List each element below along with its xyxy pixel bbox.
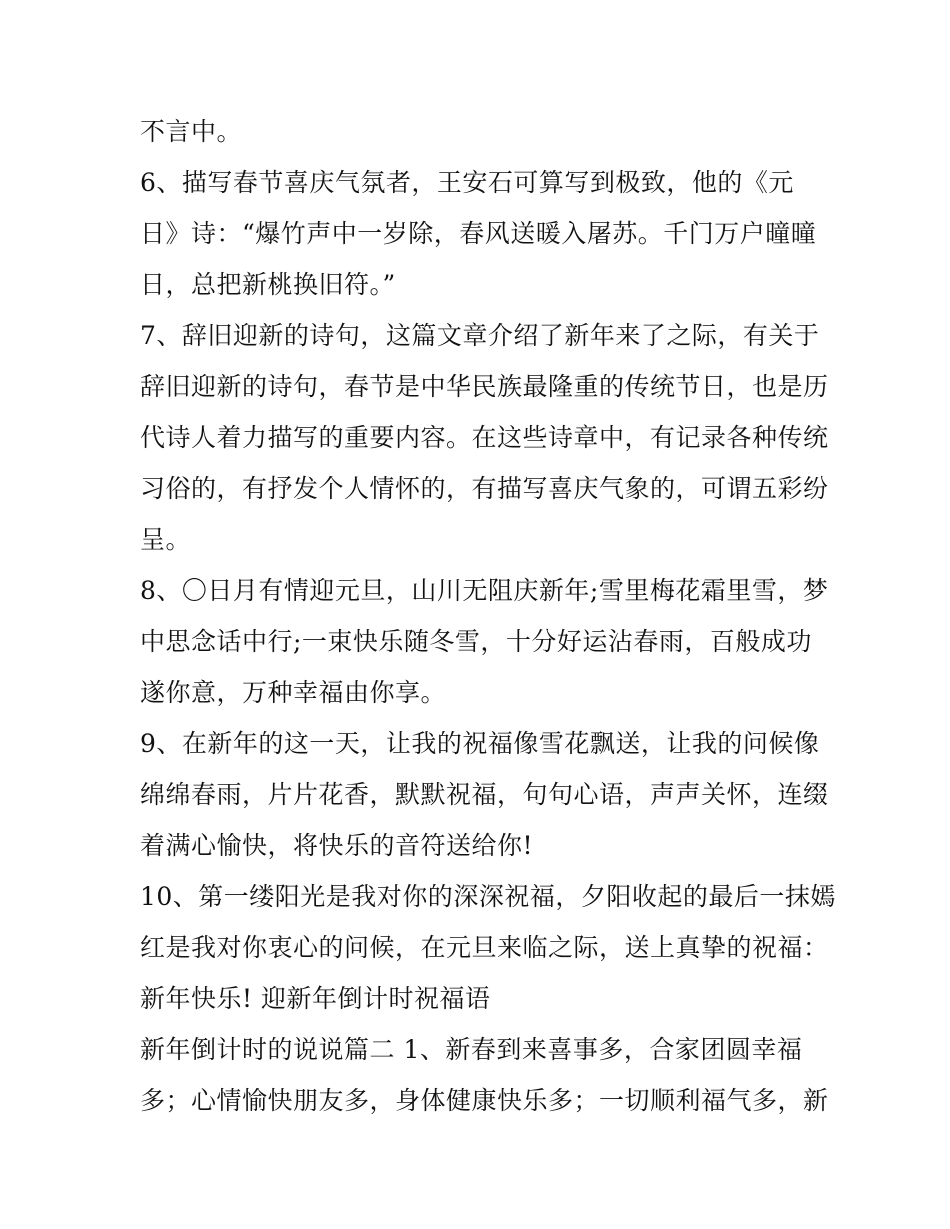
text-line: 红是我对你衷心的问候，在元旦来临之际，送上真挚的祝福： [140,933,829,962]
text-line: 新年倒计时的说说篇二 1、新春到来喜事多，合家团圆幸福 [140,1035,803,1064]
text-line: 着满心愉快，将快乐的音符送给你! [140,831,534,860]
text-line: 代诗人着力描写的重要内容。在这些诗章中，有记录各种传统 [140,423,829,452]
text-line: 6、描写春节喜庆气氛者，王安石可算写到极致，他的《元 [140,168,794,197]
text-line: 9、在新年的这一天，让我的祝福像雪花飘送，让我的问候像 [140,729,820,758]
text-line: 8、〇日月有情迎元旦，山川无阻庆新年;雪里梅花霜里雪，梦 [140,576,829,605]
text-line: 日》诗：“爆竹声中一岁除，春风送暖入屠苏。千门万户曈曈 [140,219,817,248]
text-line: 呈。 [140,525,192,554]
text-line: 遂你意，万种幸福由你享。 [140,678,447,707]
text-line: 新年快乐! 迎新年倒计时祝福语 [140,984,491,1013]
text-line: 日，总把新桃换旧符。” [140,270,396,299]
text-line: 7、辞旧迎新的诗句，这篇文章介绍了新年来了之际，有关于 [140,321,820,350]
text-line: 习俗的，有抒发个人情怀的，有描写喜庆气象的，可谓五彩纷 [140,474,829,503]
document-body [140,106,836,1126]
text-line: 不言中。 [140,117,243,146]
text-line: 绵绵春雨，片片花香，默默祝福，句句心语，声声关怀，连缀 [140,780,829,809]
text-line: 多；心情愉快朋友多，身体健康快乐多；一切顺利福气多，新 [140,1086,829,1115]
text-line: 中思念话中行;一束快乐随冬雪，十分好运沾春雨，百般成功 [140,627,812,656]
text-line: 10、第一缕阳光是我对你的深深祝福，夕阳收起的最后一抹嫣 [140,882,836,911]
text-line: 辞旧迎新的诗句，春节是中华民族最隆重的传统节日，也是历 [140,372,829,401]
